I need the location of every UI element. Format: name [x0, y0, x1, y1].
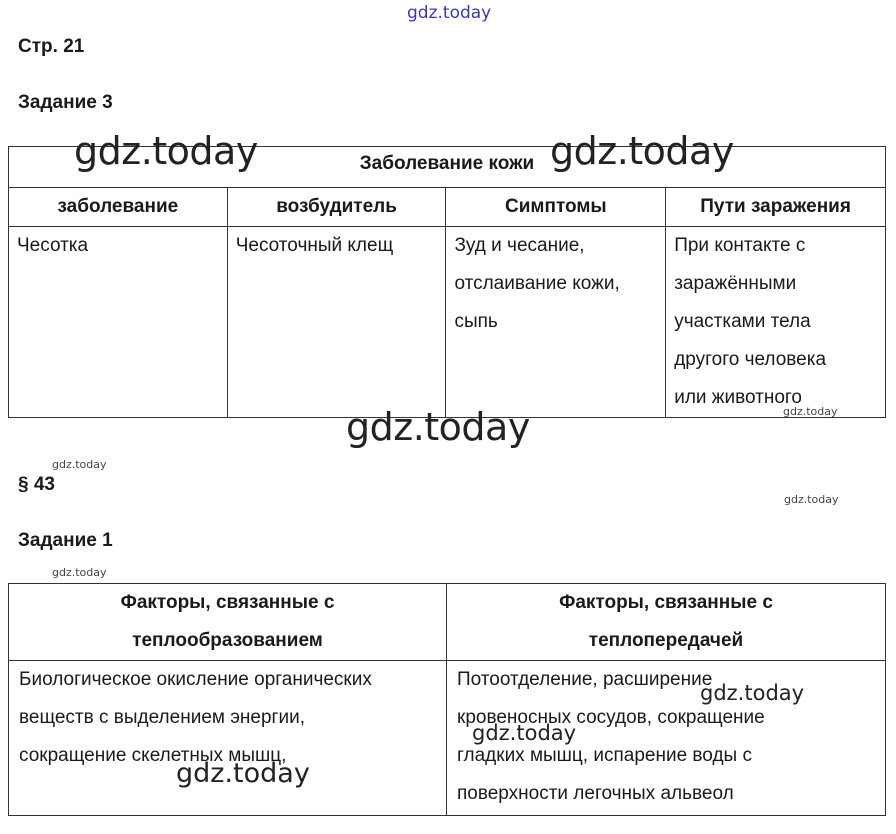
cell-line: отслаивание кожи,	[454, 273, 620, 294]
column-header: Пути заражения	[666, 188, 886, 227]
column-header	[9, 584, 447, 661]
table-cell-transmission	[666, 227, 886, 418]
cell-line: Биологическое окисление органических	[19, 669, 372, 690]
watermark: gdz.today	[783, 405, 838, 418]
watermark: gdz.today	[74, 129, 258, 173]
cell-line: Потоотделение, расширение	[457, 669, 713, 690]
cell-line: сокращение скелетных мышц,	[19, 745, 287, 766]
table-cell-disease	[9, 227, 228, 418]
cell-line: поверхности легочных альвеол	[457, 783, 734, 804]
watermark: gdz.today	[700, 681, 805, 705]
task3-heading: Задание 3	[18, 92, 113, 113]
watermark-top: gdz.today	[407, 3, 492, 23]
cell-line: участками тела	[674, 311, 811, 332]
cell-line: веществ с выделением энергии,	[19, 707, 305, 728]
column-header: возбудитель	[227, 188, 446, 227]
watermark: gdz.today	[346, 405, 530, 449]
table-title: Заболевание кожи	[9, 147, 886, 188]
header-line: теплопередачей	[588, 630, 744, 651]
watermark: gdz.today	[176, 758, 310, 789]
watermark: gdz.today	[472, 721, 577, 745]
header-line: Факторы, связанные с	[559, 592, 773, 613]
cell-line: кровеносных сосудов, сокращение	[457, 707, 765, 728]
skin-disease-table	[8, 146, 886, 418]
section-label: § 43	[18, 474, 55, 495]
cell-line: или животного	[674, 387, 802, 408]
cell-line: При контакте с	[674, 235, 806, 256]
cell-line: Чесотка	[17, 235, 89, 256]
header-line: теплообразованием	[132, 630, 323, 651]
cell-line: Чесоточный клещ	[235, 235, 394, 256]
table-cell-symptoms	[446, 227, 666, 418]
cell-line: другого человека	[674, 349, 827, 370]
cell-line: сыпь	[454, 311, 498, 332]
column-header: заболевание	[9, 188, 228, 227]
header-line: Факторы, связанные с	[120, 592, 335, 613]
table-cell-heat-production	[9, 661, 447, 816]
table-cell-pathogen	[227, 227, 446, 418]
watermark: gdz.today	[52, 458, 107, 471]
column-header	[447, 584, 886, 661]
watermark: gdz.today	[550, 129, 734, 173]
task1-heading: Задание 1	[18, 530, 113, 551]
page-label: Стр. 21	[18, 36, 85, 57]
cell-line: заражёнными	[674, 273, 797, 294]
cell-line: гладких мышц, испарение воды с	[457, 745, 752, 766]
cell-line: Зуд и чесание,	[454, 235, 585, 256]
watermark: gdz.today	[52, 566, 107, 579]
watermark: gdz.today	[784, 493, 839, 506]
column-header: Симптомы	[446, 188, 666, 227]
